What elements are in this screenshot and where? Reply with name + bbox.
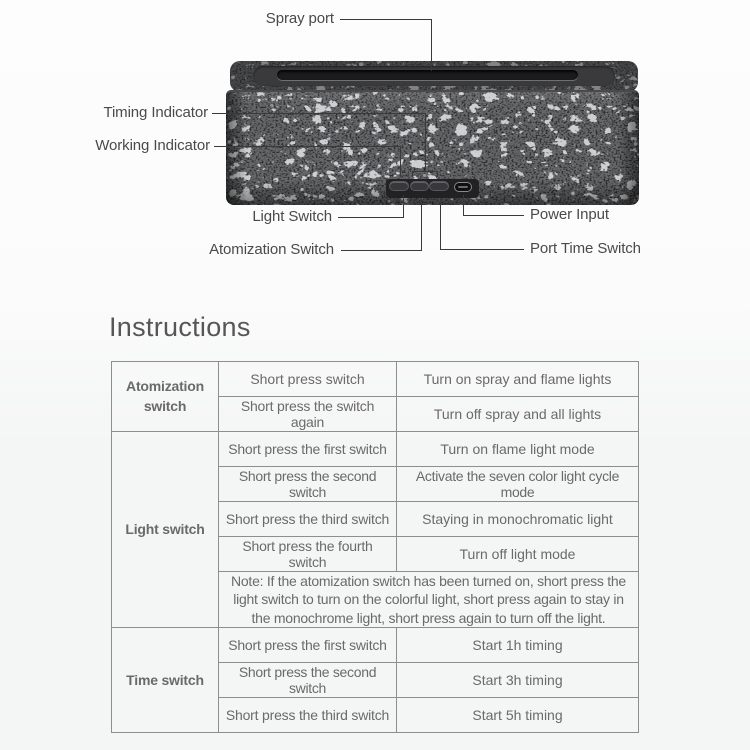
group-name-cell: Atomization switch bbox=[112, 362, 219, 432]
timing-indicator-callout-line bbox=[425, 113, 426, 171]
control-panel bbox=[386, 179, 479, 198]
action-cell: Short press the second switch bbox=[219, 663, 397, 698]
atomization-switch-callout-line bbox=[421, 198, 422, 251]
timing-indicator-callout-line bbox=[212, 113, 425, 114]
power-input-callout-line bbox=[463, 215, 524, 216]
light-switch-callout-line bbox=[403, 195, 404, 218]
group-name-cell: Light switch bbox=[112, 432, 219, 628]
action-cell: Short press the third switch bbox=[219, 502, 397, 537]
atomization-switch-callout-line bbox=[341, 250, 421, 251]
light-switch-callout-line bbox=[338, 217, 403, 218]
atomization-switch-label: Atomization Switch bbox=[209, 241, 334, 258]
power-input-label: Power Input bbox=[530, 206, 609, 223]
spray-port-label: Spray port bbox=[265, 10, 334, 27]
result-cell: Turn on flame light mode bbox=[397, 432, 639, 467]
timing-indicator-bracket bbox=[412, 171, 438, 172]
instructions-table bbox=[111, 361, 639, 733]
result-cell: Activate the seven color light cycle mode bbox=[397, 467, 639, 502]
working-indicator-label: Working Indicator bbox=[95, 137, 210, 154]
port-time-switch-callout-line bbox=[440, 249, 524, 250]
light-switch-label: Light Switch bbox=[252, 208, 332, 225]
table-row bbox=[112, 432, 639, 467]
spray-port-callout-line bbox=[340, 19, 432, 20]
instructions-heading: Instructions bbox=[109, 312, 251, 342]
result-cell: Start 3h timing bbox=[397, 663, 639, 698]
action-cell: Short press the third switch bbox=[219, 698, 397, 733]
device-top-face bbox=[230, 61, 638, 92]
power-input-callout-line bbox=[463, 195, 464, 216]
action-cell: Short press the switch again bbox=[219, 397, 397, 432]
timing-indicator-led bbox=[423, 174, 426, 177]
working-indicator-callout-line bbox=[400, 146, 401, 177]
top-inset-panel bbox=[253, 66, 615, 86]
timing-indicator-bracket bbox=[412, 171, 413, 177]
power-input-port bbox=[455, 183, 471, 191]
action-cell: Short press the first switch bbox=[219, 628, 397, 663]
result-cell: Turn off light mode bbox=[397, 537, 639, 572]
table-row bbox=[112, 628, 639, 663]
atomization-switch-button bbox=[411, 182, 428, 190]
result-cell: Start 1h timing bbox=[397, 628, 639, 663]
result-cell: Staying in monochromatic light bbox=[397, 502, 639, 537]
action-cell: Short press the first switch bbox=[219, 432, 397, 467]
working-indicator-callout-line bbox=[214, 146, 400, 147]
spray-port-slot bbox=[277, 70, 578, 80]
spray-port-callout-line bbox=[431, 19, 432, 71]
result-cell: Turn off spray and all lights bbox=[397, 397, 639, 432]
timing-indicator-label: Timing Indicator bbox=[103, 104, 208, 121]
table-row bbox=[112, 362, 639, 397]
result-cell: Start 5h timing bbox=[397, 698, 639, 733]
result-cell: Turn on spray and flame lights bbox=[397, 362, 639, 397]
port-time-switch-callout-line bbox=[440, 198, 441, 250]
timing-indicator-bracket bbox=[437, 171, 438, 177]
port-time-switch-label: Port Time Switch bbox=[530, 240, 641, 257]
action-cell: Short press the second switch bbox=[219, 467, 397, 502]
action-cell: Short press switch bbox=[219, 362, 397, 397]
action-cell: Short press the fourth switch bbox=[219, 537, 397, 572]
group-name-cell: Time switch bbox=[112, 628, 219, 733]
note-cell: Note: If the atomization switch has been turned on, short press the light switch to turn on the colorful light, short press again to stay in the monochrome light, short press again to turn off the light. bbox=[219, 572, 639, 628]
usb-pin bbox=[458, 186, 468, 188]
time-switch-button bbox=[430, 182, 448, 190]
light-switch-button bbox=[390, 182, 408, 190]
